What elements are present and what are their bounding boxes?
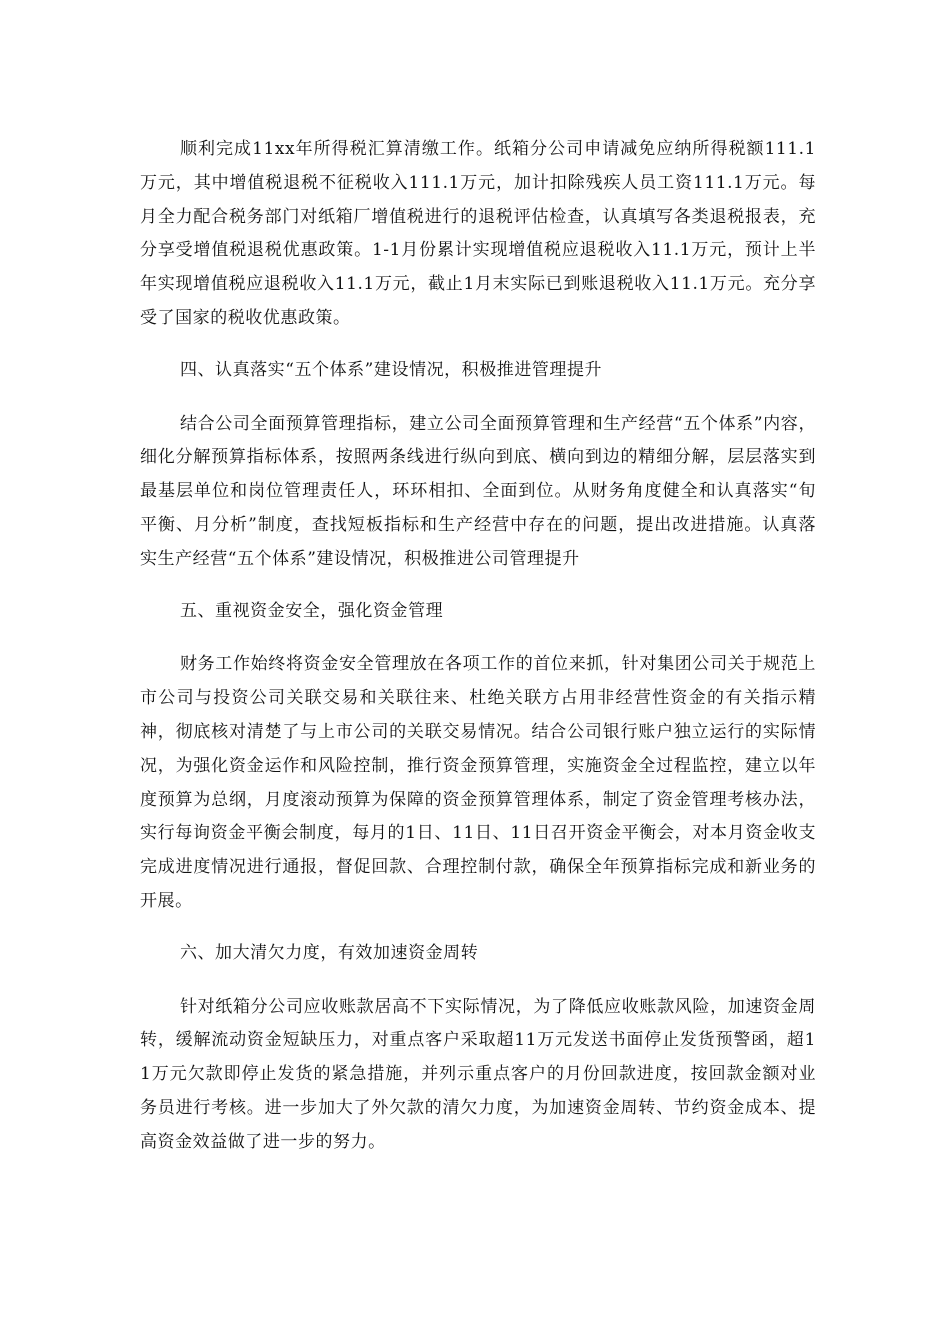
- paragraph-debt-collection: 针对纸箱分公司应收账款居高不下实际情况，为了降低应收账款风险，加速资金周转，缓解流动资金短缺压力，对重点客户采取超11万元发送书面停止发货预警函，超11万元欠款即停止发货的紧急措施，并列示重点客户的月份回款进度，按回款金额对业务员进行考核。进一步加大了外欠款的清欠力度，为加速资金周转、节约资金成本、提高资金效益做了进一步的努力。: [140, 996, 816, 1152]
- section-heading-six: 六、加大清欠力度，有效加速资金周转: [179, 942, 479, 963]
- paragraph-tax-settlement: 顺利完成11xx年所得税汇算清缴工作。纸箱分公司申请减免应纳所得税额111.1万元，其中增值税退税不征税收入111.1万元，加计扣除残疾人员工资111.1万元。每月全力配合税务部门对纸箱厂增值税进行的退税评估检查，认真填写各类退税报表，充分享受增值税退税优惠政策。1-1月份累计实现增值税应退税收入11.1万元，预计上半年实现增值税应退税收入11.1万元，截止1月末实际已到账退税收入11.1万元。充分享受了国家的税收优惠政策。: [140, 139, 816, 328]
- section-heading-four: 四、认真落实“五个体系”建设情况，积极推进管理提升: [179, 359, 603, 380]
- paragraph-five-systems: 结合公司全面预算管理指标，建立公司全面预算管理和生产经营“五个体系”内容，细化分解预算指标体系，按照两条线进行纵向到底、横向到边的精细分解，层层落实到最基层单位和岗位管理责任人，环环相扣、全面到位。从财务角度健全和认真落实“旬平衡、月分析”制度，查找短板指标和生产经营中存在的问题，提出改进措施。认真落实生产经营“五个体系”建设情况，积极推进公司管理提升: [140, 413, 816, 569]
- paragraph-fund-safety: 财务工作始终将资金安全管理放在各项工作的首位来抓，针对集团公司关于规范上市公司与投资公司关联交易和关联往来、杜绝关联方占用非经营性资金的有关指示精神，彻底核对清楚了与上市公司的关联交易情况。结合公司银行账户独立运行的实际情况，为强化资金运作和风险控制，推行资金预算管理，实施资金全过程监控，建立以年度预算为总纲，月度滚动预算为保障的资金预算管理体系，制定了资金管理考核办法，实行每询资金平衡会制度，每月的1日、11日、11日召开资金平衡会，对本月资金收支完成进度情况进行通报，督促回款、合理控制付款，确保全年预算指标完成和新业务的开展。: [140, 654, 816, 911]
- section-heading-five: 五、重视资金安全，强化资金管理: [179, 600, 444, 621]
- document-body: [140, 133, 816, 1178]
